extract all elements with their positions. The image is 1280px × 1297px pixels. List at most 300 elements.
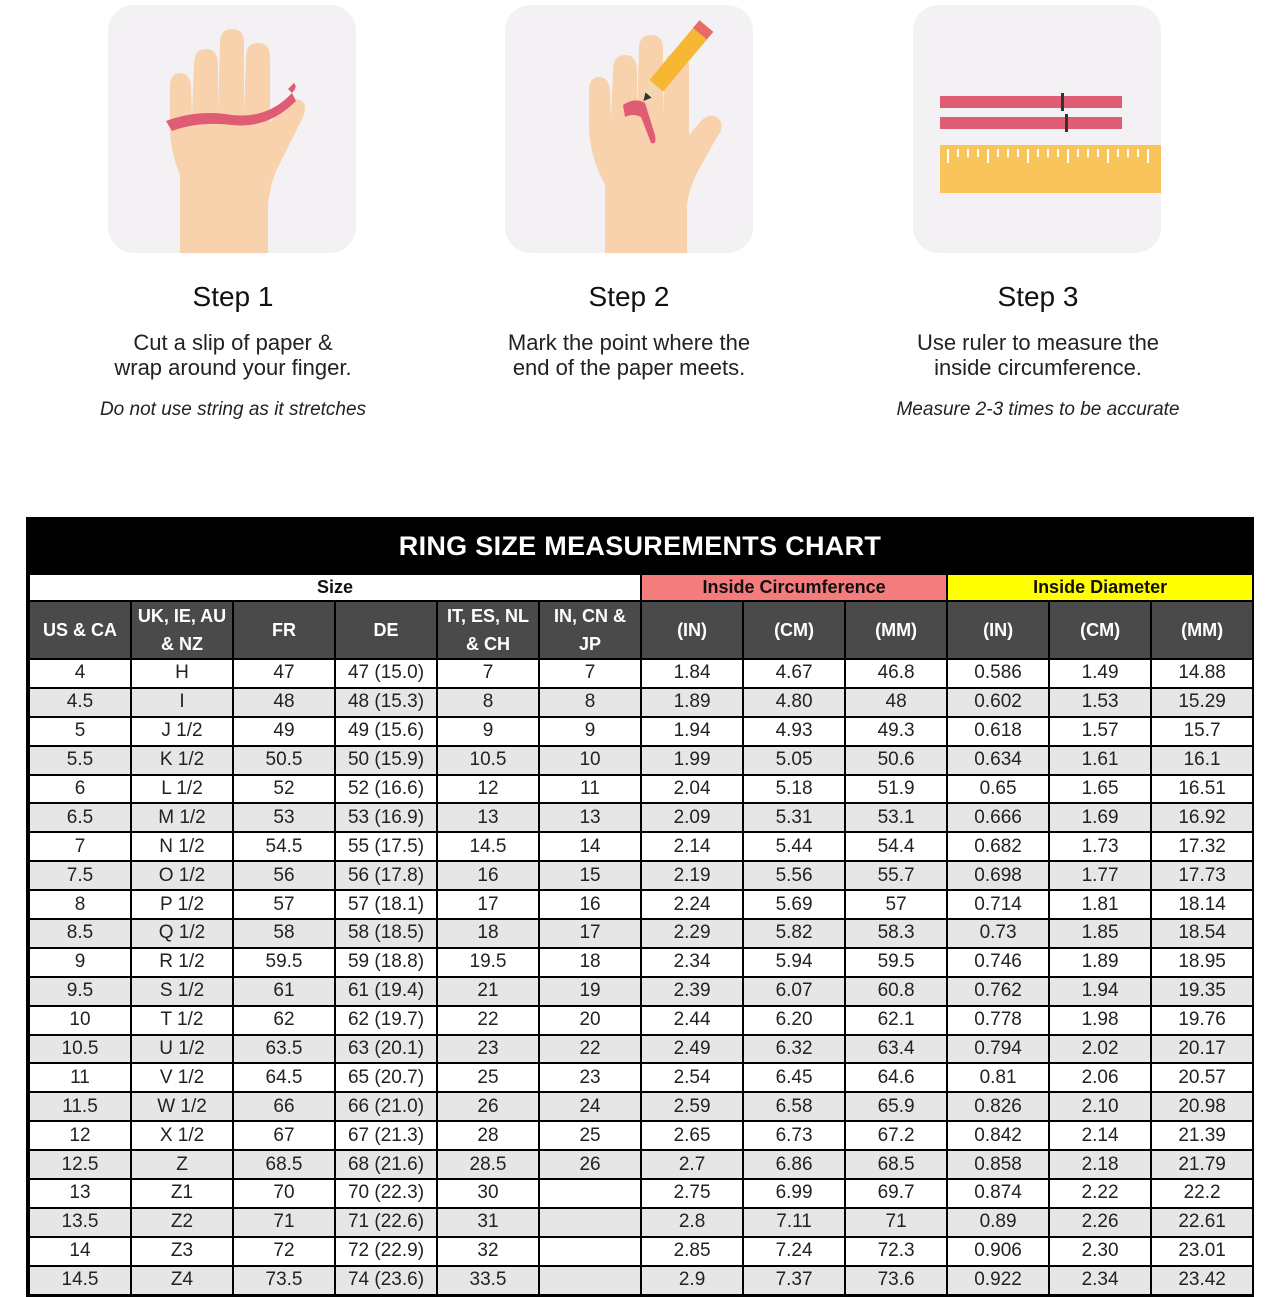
table-row <box>30 920 1252 947</box>
cell-diam-in: 0.618 <box>948 718 1048 745</box>
cell-circ-in: 2.49 <box>642 1036 742 1063</box>
cell-diam-in: 0.874 <box>948 1180 1048 1207</box>
cell-de: 55 (17.5) <box>336 833 436 860</box>
cell-de: 50 (15.9) <box>336 747 436 774</box>
cell-de: 58 (18.5) <box>336 920 436 947</box>
cell-in-cn-jp: 20 <box>540 1007 640 1034</box>
cell-circ-mm: 65.9 <box>846 1093 946 1120</box>
cell-uk-ie-au-nz: Z4 <box>132 1267 232 1294</box>
table-row <box>30 804 1252 831</box>
cell-de: 62 (19.7) <box>336 1007 436 1034</box>
col-header-circumference-cm <box>744 602 844 658</box>
table-row <box>30 776 1252 803</box>
col-header-line: & CH <box>466 634 510 654</box>
cell-de: 71 (22.6) <box>336 1209 436 1236</box>
cell-de: 65 (20.7) <box>336 1064 436 1091</box>
col-header-line: (CM) <box>1080 620 1121 640</box>
cell-us-ca: 14 <box>30 1238 130 1265</box>
step-3-card <box>913 5 1161 253</box>
cell-uk-ie-au-nz: Z2 <box>132 1209 232 1236</box>
col-header-line: UK, IE, AU <box>137 606 227 626</box>
cell-diam-mm: 22.61 <box>1152 1209 1252 1236</box>
cell-it-es-nl-ch: 31 <box>438 1209 538 1236</box>
cell-diam-cm: 1.81 <box>1050 891 1150 918</box>
cell-circ-mm: 59.5 <box>846 949 946 976</box>
cell-circ-cm: 7.37 <box>744 1267 844 1294</box>
cell-circ-in: 2.39 <box>642 978 742 1005</box>
cell-us-ca: 9.5 <box>30 978 130 1005</box>
cell-fr: 67 <box>234 1122 334 1149</box>
cell-de: 74 (23.6) <box>336 1267 436 1294</box>
cell-circ-mm: 73.6 <box>846 1267 946 1294</box>
cell-fr: 50.5 <box>234 747 334 774</box>
cell-de: 70 (22.3) <box>336 1180 436 1207</box>
cell-fr: 71 <box>234 1209 334 1236</box>
step-2-title: Step 2 <box>588 281 670 312</box>
cell-uk-ie-au-nz: U 1/2 <box>132 1036 232 1063</box>
hand-pencil-mark-icon <box>505 5 753 253</box>
col-header-circumference-in <box>642 602 742 658</box>
cell-diam-mm: 18.95 <box>1152 949 1252 976</box>
cell-circ-mm: 53.1 <box>846 804 946 831</box>
cell-diam-cm: 1.77 <box>1050 862 1150 889</box>
table-row <box>30 1122 1252 1149</box>
cell-in-cn-jp: 13 <box>540 804 640 831</box>
cell-in-cn-jp: 24 <box>540 1093 640 1120</box>
col-header-line: (CM) <box>774 620 815 640</box>
cell-uk-ie-au-nz: P 1/2 <box>132 891 232 918</box>
table-row <box>30 660 1252 687</box>
cell-de: 59 (18.8) <box>336 949 436 976</box>
table-row <box>30 689 1252 716</box>
cell-in-cn-jp: 15 <box>540 862 640 889</box>
cell-fr: 68.5 <box>234 1151 334 1178</box>
cell-circ-mm: 64.6 <box>846 1064 946 1091</box>
cell-uk-ie-au-nz: T 1/2 <box>132 1007 232 1034</box>
cell-diam-mm: 15.29 <box>1152 689 1252 716</box>
cell-fr: 73.5 <box>234 1267 334 1294</box>
cell-circ-cm: 6.20 <box>744 1007 844 1034</box>
cell-circ-cm: 4.67 <box>744 660 844 687</box>
cell-us-ca: 14.5 <box>30 1267 130 1294</box>
cell-diam-cm: 1.89 <box>1050 949 1150 976</box>
cell-diam-mm: 14.88 <box>1152 660 1252 687</box>
cell-fr: 54.5 <box>234 833 334 860</box>
cell-in-cn-jp <box>540 1267 640 1294</box>
cell-diam-cm: 1.65 <box>1050 776 1150 803</box>
cell-diam-mm: 16.1 <box>1152 747 1252 774</box>
cell-circ-cm: 7.11 <box>744 1209 844 1236</box>
cell-fr: 61 <box>234 978 334 1005</box>
cell-uk-ie-au-nz: O 1/2 <box>132 862 232 889</box>
cell-circ-in: 2.65 <box>642 1122 742 1149</box>
ring-size-table <box>28 573 1254 1296</box>
table-row <box>30 1209 1252 1236</box>
cell-circ-cm: 5.56 <box>744 862 844 889</box>
cell-in-cn-jp: 19 <box>540 978 640 1005</box>
step-1-desc-line-2: wrap around your finger. <box>114 355 352 380</box>
cell-circ-in: 2.54 <box>642 1064 742 1091</box>
cell-it-es-nl-ch: 10.5 <box>438 747 538 774</box>
table-row <box>30 1036 1252 1063</box>
cell-diam-in: 0.65 <box>948 776 1048 803</box>
cell-diam-cm: 2.22 <box>1050 1180 1150 1207</box>
cell-it-es-nl-ch: 32 <box>438 1238 538 1265</box>
cell-diam-mm: 17.32 <box>1152 833 1252 860</box>
group-circumference-header: Inside Circumference <box>642 575 946 600</box>
step-3-desc-line-2: inside circumference. <box>934 355 1142 380</box>
table-row <box>30 718 1252 745</box>
col-header-line: JP <box>579 634 602 654</box>
cell-us-ca: 13.5 <box>30 1209 130 1236</box>
cell-de: 72 (22.9) <box>336 1238 436 1265</box>
table-row <box>30 1093 1252 1120</box>
col-header-in-cn-jp <box>540 602 640 658</box>
cell-circ-mm: 48 <box>846 689 946 716</box>
cell-de: 53 (16.9) <box>336 804 436 831</box>
cell-de: 48 (15.3) <box>336 689 436 716</box>
cell-circ-mm: 68.5 <box>846 1151 946 1178</box>
cell-diam-mm: 23.01 <box>1152 1238 1252 1265</box>
cell-us-ca: 8.5 <box>30 920 130 947</box>
cell-in-cn-jp: 8 <box>540 689 640 716</box>
cell-uk-ie-au-nz: Z3 <box>132 1238 232 1265</box>
cell-uk-ie-au-nz: R 1/2 <box>132 949 232 976</box>
cell-it-es-nl-ch: 28.5 <box>438 1151 538 1178</box>
cell-circ-mm: 49.3 <box>846 718 946 745</box>
cell-fr: 63.5 <box>234 1036 334 1063</box>
cell-in-cn-jp <box>540 1180 640 1207</box>
cell-in-cn-jp: 22 <box>540 1036 640 1063</box>
cell-circ-mm: 57 <box>846 891 946 918</box>
cell-us-ca: 4.5 <box>30 689 130 716</box>
chart-title: RING SIZE MEASUREMENTS CHART <box>398 531 882 561</box>
cell-it-es-nl-ch: 22 <box>438 1007 538 1034</box>
cell-circ-mm: 58.3 <box>846 920 946 947</box>
step-2-desc-line-2: end of the paper meets. <box>512 355 746 380</box>
cell-diam-mm: 22.2 <box>1152 1180 1252 1207</box>
step-3-title: Step 3 <box>997 281 1079 312</box>
cell-us-ca: 7.5 <box>30 862 130 889</box>
cell-diam-in: 0.842 <box>948 1122 1048 1149</box>
cell-in-cn-jp: 16 <box>540 891 640 918</box>
cell-diam-mm: 18.54 <box>1152 920 1252 947</box>
cell-diam-cm: 1.94 <box>1050 978 1150 1005</box>
cell-circ-in: 2.59 <box>642 1093 742 1120</box>
cell-uk-ie-au-nz: W 1/2 <box>132 1093 232 1120</box>
cell-fr: 52 <box>234 776 334 803</box>
cell-circ-in: 2.24 <box>642 891 742 918</box>
cell-diam-cm: 1.73 <box>1050 833 1150 860</box>
cell-in-cn-jp: 14 <box>540 833 640 860</box>
cell-diam-in: 0.666 <box>948 804 1048 831</box>
cell-in-cn-jp: 9 <box>540 718 640 745</box>
cell-diam-in: 0.714 <box>948 891 1048 918</box>
cell-diam-mm: 16.51 <box>1152 776 1252 803</box>
cell-circ-cm: 5.94 <box>744 949 844 976</box>
cell-circ-in: 2.04 <box>642 776 742 803</box>
cell-it-es-nl-ch: 8 <box>438 689 538 716</box>
cell-circ-cm: 5.31 <box>744 804 844 831</box>
cell-it-es-nl-ch: 7 <box>438 660 538 687</box>
cell-de: 49 (15.6) <box>336 718 436 745</box>
step-1-note: Do not use string as it stretches <box>99 399 367 420</box>
cell-diam-in: 0.794 <box>948 1036 1048 1063</box>
cell-diam-in: 0.73 <box>948 920 1048 947</box>
cell-diam-cm: 2.34 <box>1050 1267 1150 1294</box>
col-header-diameter-in <box>948 602 1048 658</box>
chart-body <box>30 660 1252 1294</box>
col-header-diameter-cm <box>1050 602 1150 658</box>
cell-de: 67 (21.3) <box>336 1122 436 1149</box>
cell-in-cn-jp: 10 <box>540 747 640 774</box>
cell-diam-cm: 1.49 <box>1050 660 1150 687</box>
cell-circ-cm: 6.07 <box>744 978 844 1005</box>
cell-circ-in: 2.9 <box>642 1267 742 1294</box>
step-3-description <box>838 330 1238 380</box>
cell-diam-mm: 20.17 <box>1152 1036 1252 1063</box>
col-header-circumference-mm <box>846 602 946 658</box>
cell-diam-in: 0.634 <box>948 747 1048 774</box>
col-header-line: IT, ES, NL <box>446 606 529 626</box>
col-header-line: IN, CN & <box>554 606 627 626</box>
cell-it-es-nl-ch: 28 <box>438 1122 538 1149</box>
cell-fr: 49 <box>234 718 334 745</box>
cell-diam-cm: 1.69 <box>1050 804 1150 831</box>
cell-in-cn-jp: 7 <box>540 660 640 687</box>
col-header-fr <box>234 602 334 658</box>
table-row <box>30 891 1252 918</box>
cell-diam-cm: 2.02 <box>1050 1036 1150 1063</box>
col-header-line: & NZ <box>161 634 203 654</box>
cell-diam-mm: 20.98 <box>1152 1093 1252 1120</box>
cell-de: 68 (21.6) <box>336 1151 436 1178</box>
cell-de: 61 (19.4) <box>336 978 436 1005</box>
cell-diam-in: 0.682 <box>948 833 1048 860</box>
cell-circ-in: 2.44 <box>642 1007 742 1034</box>
cell-us-ca: 9 <box>30 949 130 976</box>
step-2-description <box>429 330 829 380</box>
table-row <box>30 747 1252 774</box>
cell-it-es-nl-ch: 30 <box>438 1180 538 1207</box>
table-row <box>30 862 1252 889</box>
cell-diam-in: 0.602 <box>948 689 1048 716</box>
cell-fr: 72 <box>234 1238 334 1265</box>
cell-diam-in: 0.698 <box>948 862 1048 889</box>
cell-circ-cm: 7.24 <box>744 1238 844 1265</box>
cell-us-ca: 13 <box>30 1180 130 1207</box>
cell-diam-cm: 1.98 <box>1050 1007 1150 1034</box>
step-2-desc-line-1: Mark the point where the <box>507 330 751 355</box>
cell-us-ca: 4 <box>30 660 130 687</box>
col-header-line: DE <box>373 620 399 640</box>
cell-circ-in: 1.99 <box>642 747 742 774</box>
ring-size-chart <box>26 517 1254 1297</box>
cell-uk-ie-au-nz: Z1 <box>132 1180 232 1207</box>
group-size-header: Size <box>30 575 640 600</box>
cell-uk-ie-au-nz: J 1/2 <box>132 718 232 745</box>
cell-fr: 56 <box>234 862 334 889</box>
cell-de: 52 (16.6) <box>336 776 436 803</box>
cell-diam-in: 0.922 <box>948 1267 1048 1294</box>
cell-us-ca: 7 <box>30 833 130 860</box>
cell-circ-cm: 4.93 <box>744 718 844 745</box>
cell-circ-in: 2.14 <box>642 833 742 860</box>
col-header-uk-ie-au-nz <box>132 602 232 658</box>
cell-it-es-nl-ch: 23 <box>438 1036 538 1063</box>
step-1-description <box>33 330 433 380</box>
cell-diam-mm: 20.57 <box>1152 1064 1252 1091</box>
cell-it-es-nl-ch: 18 <box>438 920 538 947</box>
cell-circ-mm: 69.7 <box>846 1180 946 1207</box>
cell-diam-in: 0.746 <box>948 949 1048 976</box>
cell-circ-mm: 54.4 <box>846 833 946 860</box>
cell-uk-ie-au-nz: M 1/2 <box>132 804 232 831</box>
cell-in-cn-jp <box>540 1238 640 1265</box>
cell-circ-mm: 46.8 <box>846 660 946 687</box>
cell-in-cn-jp: 25 <box>540 1122 640 1149</box>
cell-circ-cm: 6.32 <box>744 1036 844 1063</box>
table-row <box>30 1064 1252 1091</box>
cell-in-cn-jp: 26 <box>540 1151 640 1178</box>
cell-it-es-nl-ch: 9 <box>438 718 538 745</box>
cell-fr: 48 <box>234 689 334 716</box>
cell-diam-cm: 2.14 <box>1050 1122 1150 1149</box>
cell-diam-mm: 17.73 <box>1152 862 1252 889</box>
cell-diam-mm: 19.76 <box>1152 1007 1252 1034</box>
cell-circ-cm: 5.05 <box>744 747 844 774</box>
cell-circ-in: 2.34 <box>642 949 742 976</box>
cell-in-cn-jp: 23 <box>540 1064 640 1091</box>
cell-us-ca: 10.5 <box>30 1036 130 1063</box>
cell-diam-mm: 15.7 <box>1152 718 1252 745</box>
cell-diam-mm: 21.79 <box>1152 1151 1252 1178</box>
cell-circ-mm: 51.9 <box>846 776 946 803</box>
step-1-card <box>108 5 356 253</box>
col-header-line: (IN) <box>677 620 708 640</box>
col-header-line: (IN) <box>983 620 1014 640</box>
col-header-it-es-nl-ch <box>438 602 538 658</box>
cell-circ-in: 2.19 <box>642 862 742 889</box>
cell-it-es-nl-ch: 33.5 <box>438 1267 538 1294</box>
cell-diam-mm: 21.39 <box>1152 1122 1252 1149</box>
cell-circ-mm: 71 <box>846 1209 946 1236</box>
cell-diam-mm: 16.92 <box>1152 804 1252 831</box>
col-header-diameter-mm <box>1152 602 1252 658</box>
cell-us-ca: 5 <box>30 718 130 745</box>
cell-fr: 53 <box>234 804 334 831</box>
cell-it-es-nl-ch: 16 <box>438 862 538 889</box>
cell-circ-mm: 72.3 <box>846 1238 946 1265</box>
cell-in-cn-jp: 18 <box>540 949 640 976</box>
cell-diam-in: 0.826 <box>948 1093 1048 1120</box>
step-1-title: Step 1 <box>192 281 274 312</box>
cell-uk-ie-au-nz: L 1/2 <box>132 776 232 803</box>
cell-circ-in: 2.29 <box>642 920 742 947</box>
cell-circ-in: 2.85 <box>642 1238 742 1265</box>
cell-circ-cm: 6.45 <box>744 1064 844 1091</box>
cell-diam-cm: 1.53 <box>1050 689 1150 716</box>
cell-in-cn-jp <box>540 1209 640 1236</box>
col-header-us-ca <box>30 602 130 658</box>
col-header-line: (MM) <box>1181 620 1224 640</box>
cell-uk-ie-au-nz: Z <box>132 1151 232 1178</box>
step-3-desc-line-1: Use ruler to measure the <box>916 330 1160 355</box>
cell-de: 63 (20.1) <box>336 1036 436 1063</box>
cell-circ-cm: 5.44 <box>744 833 844 860</box>
cell-in-cn-jp: 11 <box>540 776 640 803</box>
cell-fr: 57 <box>234 891 334 918</box>
table-row <box>30 1151 1252 1178</box>
cell-in-cn-jp: 17 <box>540 920 640 947</box>
cell-circ-cm: 6.86 <box>744 1151 844 1178</box>
table-row <box>30 978 1252 1005</box>
cell-diam-cm: 1.57 <box>1050 718 1150 745</box>
cell-it-es-nl-ch: 19.5 <box>438 949 538 976</box>
table-row <box>30 833 1252 860</box>
cell-us-ca: 12 <box>30 1122 130 1149</box>
cell-us-ca: 6 <box>30 776 130 803</box>
cell-diam-in: 0.586 <box>948 660 1048 687</box>
cell-diam-in: 0.81 <box>948 1064 1048 1091</box>
cell-de: 47 (15.0) <box>336 660 436 687</box>
cell-circ-in: 2.7 <box>642 1151 742 1178</box>
cell-circ-cm: 6.99 <box>744 1180 844 1207</box>
cell-circ-cm: 5.18 <box>744 776 844 803</box>
cell-diam-cm: 1.61 <box>1050 747 1150 774</box>
cell-us-ca: 5.5 <box>30 747 130 774</box>
cell-circ-cm: 5.82 <box>744 920 844 947</box>
cell-diam-in: 0.858 <box>948 1151 1048 1178</box>
hand-wrap-paper-icon <box>108 5 356 253</box>
cell-diam-cm: 2.10 <box>1050 1093 1150 1120</box>
cell-circ-in: 2.75 <box>642 1180 742 1207</box>
cell-uk-ie-au-nz: V 1/2 <box>132 1064 232 1091</box>
cell-fr: 66 <box>234 1093 334 1120</box>
col-header-line: (MM) <box>875 620 918 640</box>
col-header-line: US & CA <box>42 620 117 640</box>
step-3-note: Measure 2-3 times to be accurate <box>896 399 1180 420</box>
cell-it-es-nl-ch: 14.5 <box>438 833 538 860</box>
cell-diam-in: 0.906 <box>948 1238 1048 1265</box>
cell-it-es-nl-ch: 13 <box>438 804 538 831</box>
cell-circ-in: 1.89 <box>642 689 742 716</box>
cell-uk-ie-au-nz: Q 1/2 <box>132 920 232 947</box>
cell-us-ca: 6.5 <box>30 804 130 831</box>
cell-fr: 70 <box>234 1180 334 1207</box>
cell-circ-mm: 55.7 <box>846 862 946 889</box>
col-header-line: FR <box>272 620 296 640</box>
cell-it-es-nl-ch: 12 <box>438 776 538 803</box>
cell-us-ca: 8 <box>30 891 130 918</box>
cell-fr: 47 <box>234 660 334 687</box>
cell-circ-mm: 67.2 <box>846 1122 946 1149</box>
cell-diam-in: 0.89 <box>948 1209 1048 1236</box>
table-row <box>30 1180 1252 1207</box>
cell-circ-mm: 63.4 <box>846 1036 946 1063</box>
cell-it-es-nl-ch: 21 <box>438 978 538 1005</box>
cell-uk-ie-au-nz: K 1/2 <box>132 747 232 774</box>
cell-circ-cm: 4.80 <box>744 689 844 716</box>
cell-diam-in: 0.762 <box>948 978 1048 1005</box>
cell-diam-cm: 2.26 <box>1050 1209 1150 1236</box>
cell-it-es-nl-ch: 25 <box>438 1064 538 1091</box>
cell-uk-ie-au-nz: I <box>132 689 232 716</box>
cell-us-ca: 10 <box>30 1007 130 1034</box>
cell-diam-cm: 2.18 <box>1050 1151 1150 1178</box>
cell-diam-in: 0.778 <box>948 1007 1048 1034</box>
cell-us-ca: 11.5 <box>30 1093 130 1120</box>
